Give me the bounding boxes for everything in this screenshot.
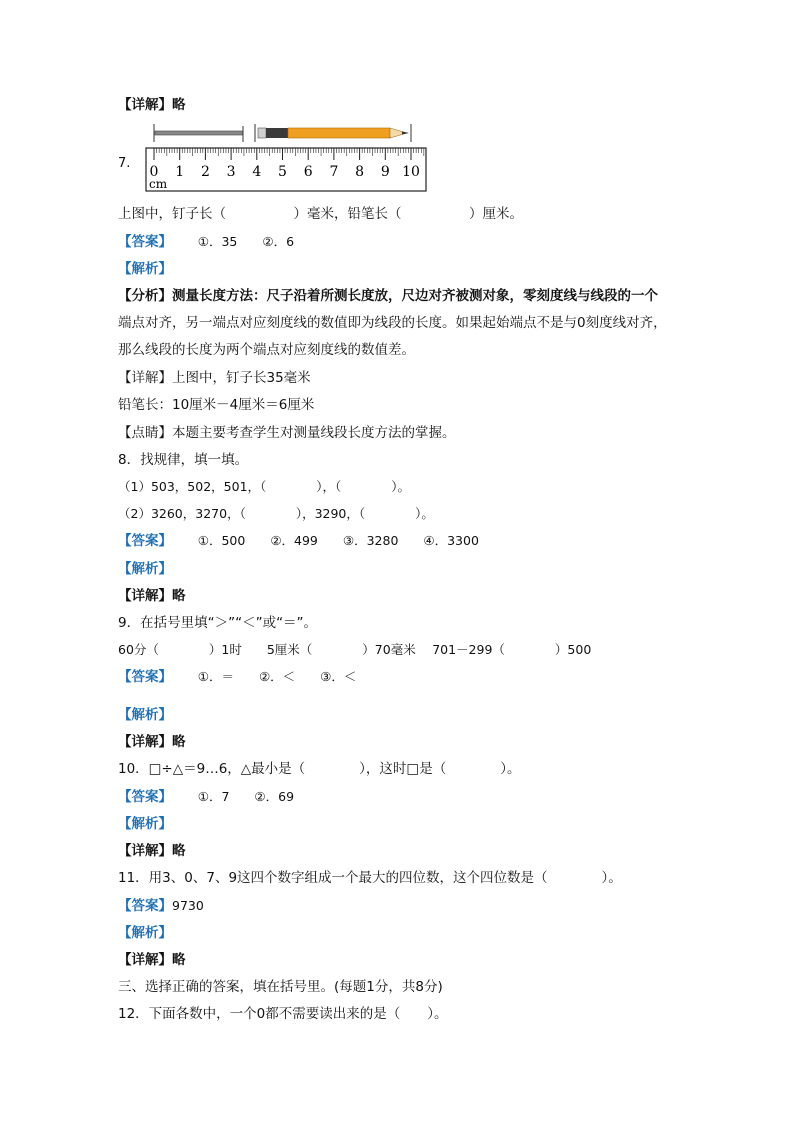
analysis-label: 【解析】 bbox=[118, 261, 172, 277]
fenxi-line-1: 【分析】测量长度方法：尺子沿着所测长度放，尺边对齐被测对象，零刻度线与线段的一个 bbox=[118, 288, 658, 304]
ruler-tick-label: 4 bbox=[252, 164, 262, 180]
answer-label: 【答案】 bbox=[118, 669, 172, 685]
question-8-text: 8．找规律，填一填。 bbox=[118, 452, 249, 468]
detail-line: 【详解】略 bbox=[118, 952, 186, 968]
answer-label: 【答案】 bbox=[118, 234, 172, 250]
ruler-tick-label: 1 bbox=[175, 164, 185, 180]
answer-value: 9730 bbox=[172, 898, 204, 913]
detail-line: 【详解】略 bbox=[118, 588, 186, 604]
pencil-image bbox=[255, 124, 411, 142]
answer-label: 【答案】 bbox=[118, 789, 172, 805]
answer-label: 【答案】 bbox=[118, 533, 172, 549]
question-9-text: 9．在括号里填“＞”“＜”或“＝”。 bbox=[118, 615, 318, 631]
answer-value: ①．35 ②．6 bbox=[197, 234, 295, 249]
analysis-label: 【解析】 bbox=[118, 816, 172, 832]
detail-line: 【详解】略 bbox=[118, 843, 186, 859]
fenxi-line-2: 端点对齐，另一端点对应刻度线的数值即为线段的长度。如果起始端点不是与0刻度线对齐， bbox=[118, 315, 667, 331]
analysis-label: 【解析】 bbox=[118, 561, 172, 577]
xiangjie-line-2: 铅笔长：10厘米－4厘米＝6厘米 bbox=[118, 397, 315, 413]
question-7-answer bbox=[118, 233, 294, 251]
section-3-heading: 三、选择正确的答案，填在括号里。(每题1分，共8分) bbox=[118, 979, 443, 995]
question-10-answer bbox=[118, 788, 294, 806]
question-8-answer bbox=[118, 532, 479, 550]
detail-line: 【详解】略 bbox=[118, 734, 186, 750]
detail-line: 【详解】略 bbox=[118, 97, 186, 113]
ruler-tick-label: 5 bbox=[278, 164, 287, 180]
question-7-text: 上图中，钉子长（ ）毫米，铅笔长（ ）厘米。 bbox=[118, 206, 523, 222]
answer-value: ①．＝ ②．＜ ③．＜ bbox=[197, 669, 357, 684]
answer-value: ①．500 ②．499 ③．3280 ④．3300 bbox=[197, 533, 479, 548]
question-11-text: 11．用3、0、7、9这四个数字组成一个最大的四位数，这个四位数是（ ）。 bbox=[118, 870, 622, 886]
ruler-tick-label: 10 bbox=[402, 164, 420, 180]
question-11-answer bbox=[118, 897, 204, 915]
analysis-label: 【解析】 bbox=[118, 925, 172, 941]
question-12-text: 12．下面各数中，一个0都不需要读出来的是（ ）。 bbox=[118, 1006, 448, 1022]
ruler-tick-label: 0 bbox=[149, 164, 159, 180]
ruler-tick-label: 7 bbox=[329, 164, 339, 180]
question-8-part-1: （1）503，502，501，（ ），（ ）。 bbox=[118, 479, 411, 494]
ruler-tick-label: 6 bbox=[303, 164, 313, 180]
xiangjie-line-1: 【详解】上图中，钉子长35毫米 bbox=[118, 370, 311, 386]
ruler-unit: cm bbox=[149, 177, 168, 191]
question-10-text: 10．□÷△＝9…6，△最小是（ ），这时□是（ ）。 bbox=[118, 761, 521, 777]
answer-label: 【答案】 bbox=[118, 898, 172, 914]
question-9-answer bbox=[118, 668, 356, 686]
ruler-tick-label: 9 bbox=[380, 164, 390, 180]
question-9-items: 60分（ ）1时 5厘米（ ）70毫米 701－299（ ）500 bbox=[118, 642, 592, 657]
ruler-figure bbox=[145, 120, 430, 192]
question-7-number: 7. bbox=[118, 156, 131, 171]
analysis-label: 【解析】 bbox=[118, 707, 172, 723]
fenxi-line-3: 那么线段的长度为两个端点对应刻度线的数值差。 bbox=[118, 342, 415, 358]
dianjing-line: 【点睛】本题主要考查学生对测量线段长度方法的掌握。 bbox=[118, 425, 456, 441]
ruler-tick-label: 8 bbox=[355, 164, 365, 180]
answer-value: ①．7 ②．69 bbox=[197, 789, 295, 804]
nail-image bbox=[154, 124, 243, 142]
ruler-tick-label: 3 bbox=[226, 164, 236, 180]
ruler-tick-label: 2 bbox=[200, 164, 210, 180]
question-8-part-2: （2）3260，3270，（ ），3290，（ ）。 bbox=[118, 506, 434, 521]
